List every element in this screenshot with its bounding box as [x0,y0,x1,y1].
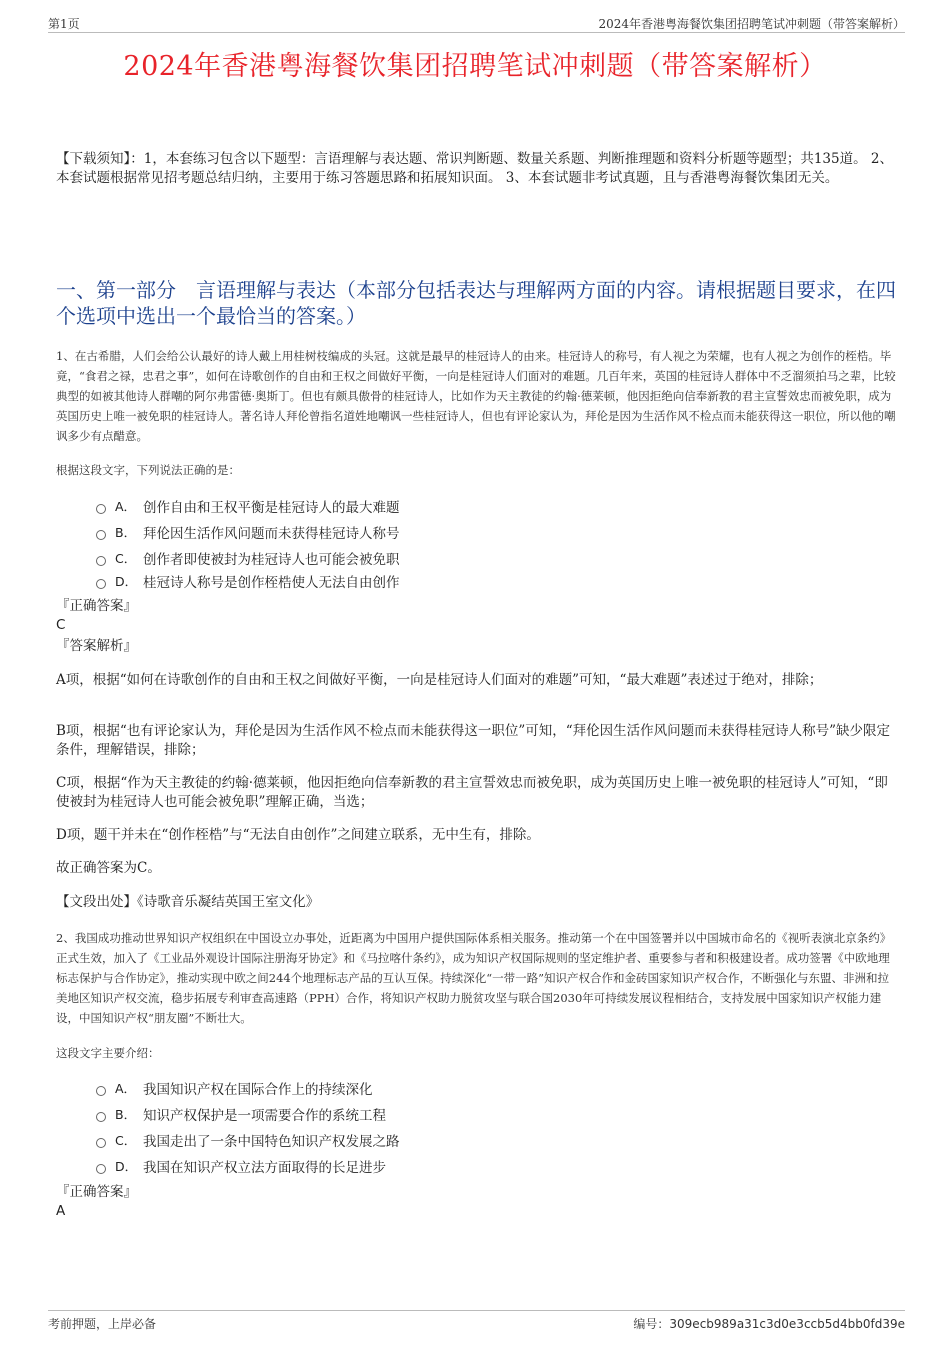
question-2-options [96,1075,876,1179]
footer-slogan: 考前押题，上岸必备 [48,1317,157,1331]
analysis-item-a: A项，根据“如何在诗歌创作的自由和王权之间做好平衡，一向是桂冠诗人们面对的难题”可知，“最大难题”表述过于绝对，排除； [56,672,823,688]
analysis-item-c: C项，根据“作为天主教徒的约翰·德莱顿，他因拒绝向信奉新教的君主宣誓效忠而被免职，成为英国历史上唯一被免职的桂冠诗人”可知，“即使被封为桂冠诗人也可能会被免职”理解正确，当选； [56,775,888,810]
question-1-text: 1、在古希腊，人们会给公认最好的诗人戴上用桂树枝编成的头冠。这就是最早的桂冠诗人的由来。桂冠诗人的称号，有人视之为荣耀，也有人视之为创作的桎梏。毕竟，“食君之禄，忠君之事”，如何在诗歌创作的自由和王权之间做好平衡，一向是桂冠诗人们面对的难题。几百年来，英国的桂冠诗人群体中不乏溜须拍马之辈，比较典型的如被其他诗人群嘲的阿尔弗雷德·奥斯丁。但也有颇具傲骨的桂冠诗人，比如作为天主教徒的约翰·德莱顿，他因拒绝向信奉新教的君主宣誓效忠而被免职，成为英国历史上唯一被免职的桂冠诗人。著名诗人拜伦曾指名道姓地嘲讽一些桂冠诗人，但也有评论家认为，拜伦是因为生活作风不检点而未能获得这一职位，所以他的嘲讽多少有点醋意。 [56,349,896,443]
question-2-option-b[interactable]: B． 知识产权保护是一项需要合作的系统工程 [96,1101,876,1127]
radio-icon[interactable] [96,1138,106,1148]
question-2-answer: A [56,1203,66,1219]
radio-icon[interactable] [96,579,106,589]
question-2-answer-label: 『正确答案』 [56,1184,137,1200]
question-2-text: 2、我国成功推动世界知识产权组织在中国设立办事处，近距离为中国用户提供国际体系相关服务。推动第一个在中国签署并以中国城市命名的《视听表演北京条约》正式生效，加入了《工业品外观设计国际注册海牙协定》和《马拉喀什条约》，成为知识产权国际规则的坚定维护者、重要参与者和积极建设者。成功签署《中欧地理标志保护与合作协定》，推动实现中欧之间244个地理标志产品的互认互保。持续深化“一带一路”知识产权合作和金砖国家知识产权合作，不断强化与东盟、非洲和拉美地区知识产权交流，稳步拓展专利审查高速路（PPH）合作，将知识产权助力脱贫攻坚与联合国2030年可持续发展议程相结合，支持发展中国家知识产权能力建设，中国知识产权“朋友圈”不断壮大。 [56,931,892,1025]
radio-icon[interactable] [96,530,106,540]
question-1-option-d[interactable]: D． 桂冠诗人称号是创作桎梏使人无法自由创作 [96,571,876,591]
question-2-option-c[interactable]: C． 我国走出了一条中国特色知识产权发展之路 [96,1127,876,1153]
page-header [48,14,905,33]
page-title: 2024年香港粤海餐饮集团招聘笔试冲刺题（带答案解析） [123,51,827,82]
footer-code: 编号：309ecb989a31c3d0e3ccb5d4bb0fd39e [633,1317,905,1331]
download-notice: 【下载须知】：1，本套练习包含以下题型：言语理解与表达题、常识判断题、数量关系题、判断推理题和资料分析题等题型；共135道。 2、本套试题根据常见招考题总结归纳，主要用于练习答题思路和拓展知识面。 3、本套试题非考试真题，且与香港粤海餐饮集团无关。 [56,151,893,186]
analysis-item-b: B项，根据“也有评论家认为，拜伦是因为生活作风不检点而未能获得这一职位”可知，“拜伦因生活作风问题而未获得桂冠诗人称号”缺少限定条件，理解错误，排除； [56,723,891,758]
radio-icon[interactable] [96,504,106,514]
page-footer [48,1310,905,1331]
question-2-prompt: 这段文字主要介绍： [56,1046,160,1060]
radio-icon[interactable] [96,1086,106,1096]
question-1-option-a[interactable]: A． 创作自由和王权平衡是桂冠诗人的最大难题 [96,493,876,519]
question-1-source: 【文段出处】《诗歌音乐凝结英国王室文化》 [56,894,320,910]
question-2-option-d[interactable]: D． 我国在知识产权立法方面取得的长足进步 [96,1153,876,1179]
question-1-option-b[interactable]: B． 拜伦因生活作风问题而未获得桂冠诗人称号 [96,519,876,545]
radio-icon[interactable] [96,1112,106,1122]
question-1-analysis-label: 『答案解析』 [56,638,137,654]
question-1-option-c[interactable]: C． 创作者即使被封为桂冠诗人也可能会被免职 [96,545,876,571]
radio-icon[interactable] [96,1164,106,1174]
question-1-options [96,493,876,591]
analysis-item-d: D项，题干并未在“创作桎梏”与“无法自由创作”之间建立联系，无中生有，排除。 [56,827,540,843]
radio-icon[interactable] [96,556,106,566]
analysis-conclusion: 故正确答案为C。 [56,860,161,876]
question-2-option-a[interactable]: A． 我国知识产权在国际合作上的持续深化 [96,1075,876,1101]
question-1-prompt: 根据这段文字，下列说法正确的是： [56,463,240,477]
question-1-answer-label: 『正确答案』 [56,598,137,614]
question-1-answer: C [56,617,66,633]
header-doc-title: 2024年香港粤海餐饮集团招聘笔试冲刺题（带答案解析） [598,17,905,31]
section-title: 一、第一部分 言语理解与表达（本部分包括表达与理解两方面的内容。请根据题目要求，在四个选项中选出一个最恰当的答案。） [56,278,896,328]
page-number: 第1页 [48,17,80,31]
